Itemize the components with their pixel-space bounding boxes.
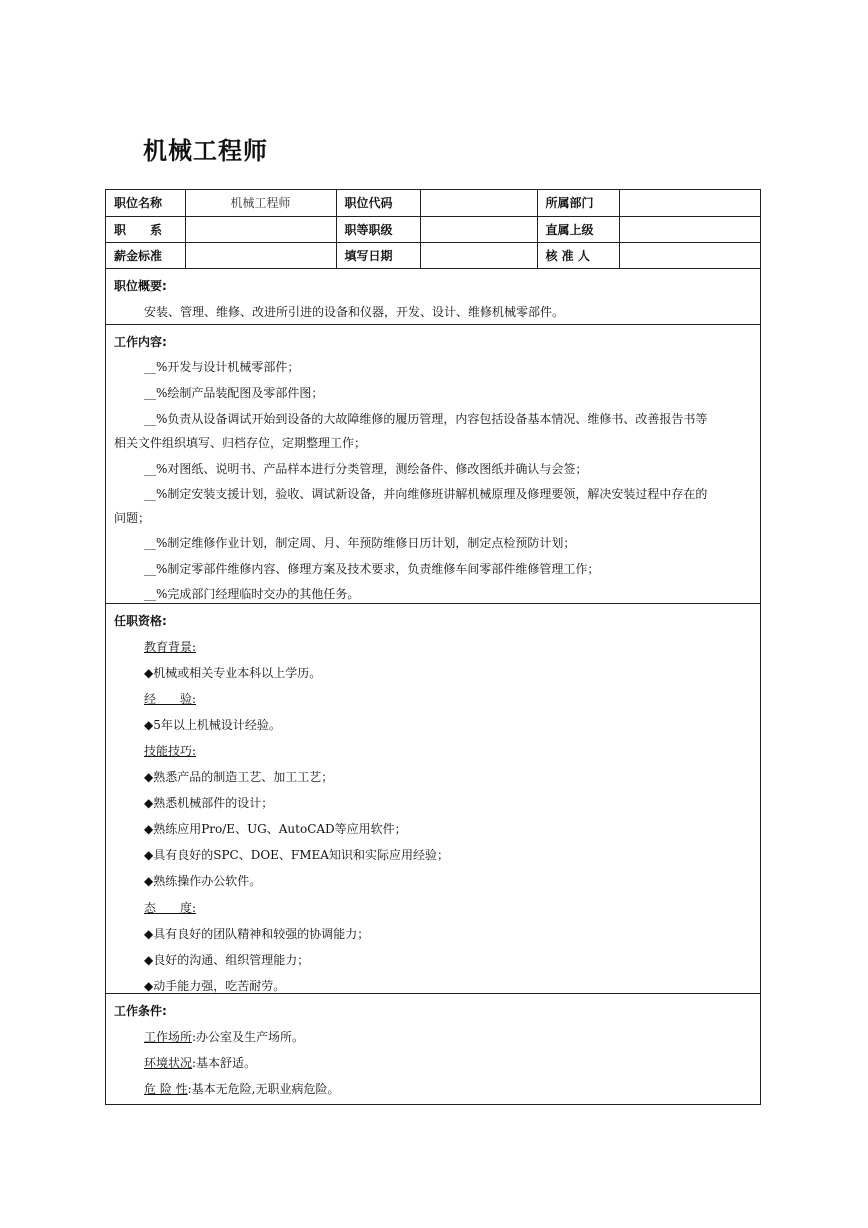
value-salary-standard <box>185 242 336 268</box>
experience-item: ◆5年以上机械设计经验。 <box>144 718 281 732</box>
attitude-item: ◆良好的沟通、组织管理能力； <box>144 953 310 967</box>
value-position-name: 机械工程师 <box>185 190 336 216</box>
label-position-name: 职位名称 <box>106 190 185 216</box>
duty-item: __%制定维修作业计划，制定周、月、年预防维修日历计划，制定点检预防计划； <box>144 536 576 550</box>
overview-label: 职位概要: <box>114 279 167 293</box>
duty-item: __%绘制产品装配图及零部件图； <box>144 386 324 400</box>
experience-heading: 经 验: <box>144 692 197 706</box>
skill-item: ◆熟悉产品的制造工艺、加工工艺； <box>144 770 334 784</box>
condition-risk-key: 危 险 性 <box>144 1082 188 1096</box>
value-fill-date <box>420 242 537 268</box>
value-approver <box>619 242 760 268</box>
label-fill-date: 填写日期 <box>336 242 420 268</box>
value-position-code <box>420 190 537 216</box>
education-item: ◆机械或相关专业本科以上学历。 <box>144 666 322 680</box>
label-direct-supervisor: 直属上级 <box>537 216 619 242</box>
attitude-heading: 态 度: <box>144 901 197 915</box>
section-duties <box>106 324 760 603</box>
conditions-label: 工作条件: <box>114 1004 167 1018</box>
label-job-family: 职 系 <box>106 216 185 242</box>
job-description-form <box>105 189 761 1105</box>
page-title: 机械工程师 <box>143 137 268 165</box>
condition-risk <box>144 1080 340 1097</box>
label-salary-standard: 薪金标准 <box>106 242 185 268</box>
label-grade-level: 职等职级 <box>336 216 420 242</box>
section-conditions <box>106 993 760 1104</box>
qualifications-label: 任职资格: <box>114 614 167 628</box>
value-grade-level <box>420 216 537 242</box>
skill-item: ◆具有良好的SPC、DOE、FMEA知识和实际应用经验； <box>144 848 449 862</box>
duty-item-continued: 问题； <box>114 511 151 525</box>
skill-item: ◆熟悉机械部件的设计； <box>144 796 274 810</box>
condition-place-key: 工作场所 <box>144 1030 193 1044</box>
label-approver: 核 准 人 <box>537 242 619 268</box>
duty-item: __%开发与设计机械零部件； <box>144 360 300 374</box>
header-table <box>106 190 760 269</box>
value-direct-supervisor <box>619 216 760 242</box>
skill-item: ◆熟练应用Pro/E、UG、AutoCAD等应用软件； <box>144 822 407 836</box>
header-row <box>106 242 760 268</box>
duty-item: __%制定安装支援计划，验收、调试新设备，并向维修班讲解机械原理及修理要领，解决安装过程中存在的 <box>144 487 708 501</box>
header-row <box>106 216 760 242</box>
overview-text: 安装、管理、维修、改进所引进的设备和仪器，开发、设计、维修机械零部件。 <box>144 305 565 319</box>
condition-risk-value: :基本无危险,无职业病危险。 <box>187 1082 340 1096</box>
condition-environment <box>144 1054 256 1071</box>
header-row <box>106 190 760 216</box>
attitude-item: ◆动手能力强，吃苦耐劳。 <box>144 979 286 993</box>
skills-heading: 技能技巧: <box>144 744 197 758</box>
duty-item-continued: 相关文件组织填写、归档存位，定期整理工作； <box>114 436 367 450</box>
duty-item: __%制定零部件维修内容、修理方案及技术要求，负责维修车间零部件维修管理工作； <box>144 562 600 576</box>
education-heading: 教育背景: <box>144 640 197 654</box>
label-position-code: 职位代码 <box>336 190 420 216</box>
value-job-family <box>185 216 336 242</box>
section-overview <box>106 268 760 324</box>
duties-label: 工作内容: <box>114 335 167 349</box>
condition-environment-key: 环境状况 <box>144 1056 193 1070</box>
duty-item: __%负责从设备调试开始到设备的大故障维修的履历管理，内容包括设备基本情况、维修书、改善报告书等 <box>144 412 708 426</box>
condition-place <box>144 1028 304 1045</box>
condition-place-value: :办公室及生产场所。 <box>192 1030 305 1044</box>
section-qualifications <box>106 603 760 993</box>
condition-environment-value: :基本舒适。 <box>192 1056 257 1070</box>
duty-item: __%对图纸、说明书、产品样本进行分类管理，测绘备件、修改图纸并确认与会签； <box>144 462 588 476</box>
label-department: 所属部门 <box>537 190 619 216</box>
attitude-item: ◆具有良好的团队精神和较强的协调能力； <box>144 927 370 941</box>
duty-item: __%完成部门经理临时交办的其他任务。 <box>144 587 360 601</box>
value-department <box>619 190 760 216</box>
skill-item: ◆熟练操作办公软件。 <box>144 874 262 888</box>
